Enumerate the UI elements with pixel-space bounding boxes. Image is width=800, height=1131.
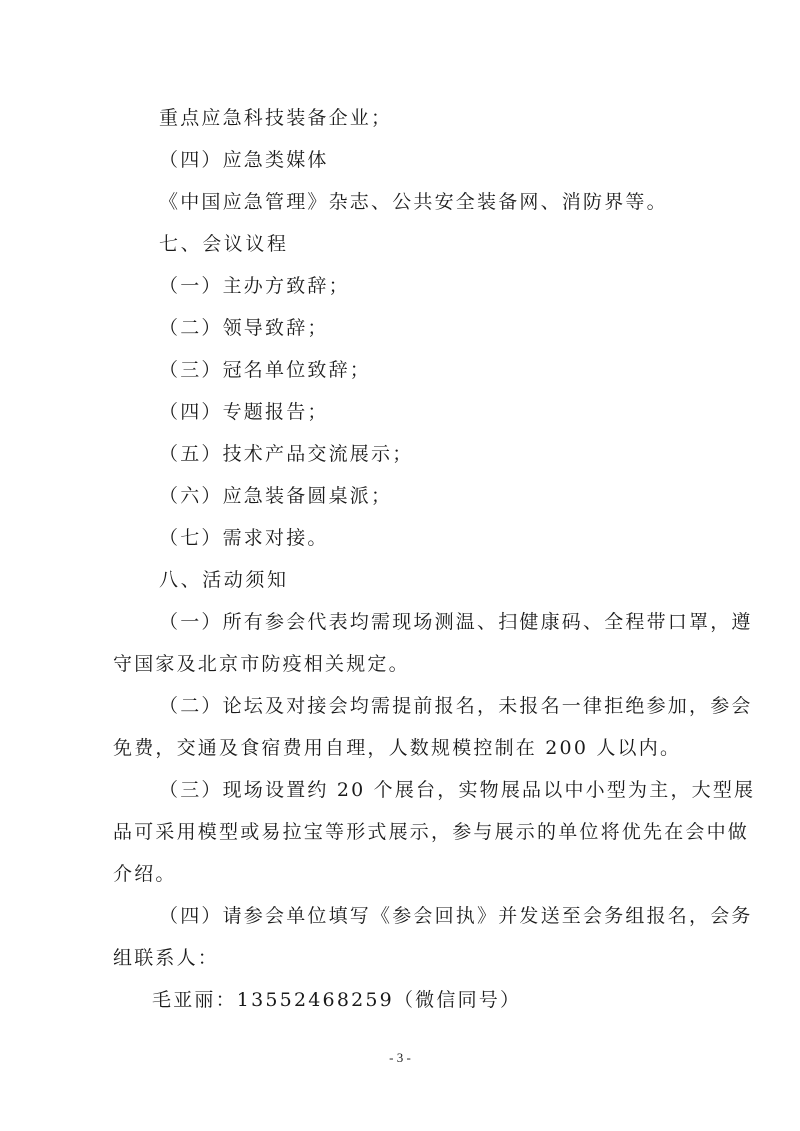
agenda-item: （四）专题报告；	[159, 401, 329, 423]
notice-paragraph-line: 介绍。	[113, 863, 177, 885]
agenda-item: （一）主办方致辞；	[159, 275, 350, 297]
notice-paragraph-line: （一）所有参会代表均需现场测温、扫健康码、全程带口罩，遵	[159, 611, 753, 633]
notice-paragraph-line: （三）现场设置约 20 个展台，实物展品以中小型为主，大型展	[159, 779, 756, 801]
notice-paragraph-line: 免费，交通及食宿费用自理，人数规模控制在 200 人以内。	[113, 737, 682, 759]
notice-paragraph-line: （二）论坛及对接会均需提前报名，未报名一律拒绝参加，参会	[159, 695, 753, 717]
notice-paragraph-line: 守国家及北京市防疫相关规定。	[113, 653, 410, 675]
agenda-item: （五）技术产品交流展示；	[159, 443, 414, 465]
text-line: 重点应急科技装备企业；	[159, 107, 393, 129]
section-heading-agenda: 七、会议议程	[159, 233, 289, 255]
notice-paragraph-line: （四）请参会单位填写《参会回执》并发送至会务组报名，会务	[159, 905, 753, 927]
text-line: 《中国应急管理》杂志、公共安全装备网、消防界等。	[159, 191, 668, 213]
notice-paragraph-line: 品可采用模型或易拉宝等形式展示，参与展示的单位将优先在会中做	[113, 821, 750, 843]
section-heading-notice: 八、活动须知	[159, 569, 289, 591]
page-number: - 3 -	[389, 1050, 411, 1065]
agenda-item: （二）领导致辞；	[159, 317, 329, 339]
contact-line: 毛亚丽：13552468259（微信同号）	[152, 989, 522, 1011]
notice-paragraph-line: 组联系人：	[113, 947, 220, 969]
subheading-media: （四）应急类媒体	[159, 149, 329, 171]
agenda-item: （七）需求对接。	[159, 527, 329, 549]
agenda-item: （三）冠名单位致辞；	[159, 359, 372, 381]
agenda-item: （六）应急装备圆桌派；	[159, 485, 393, 507]
